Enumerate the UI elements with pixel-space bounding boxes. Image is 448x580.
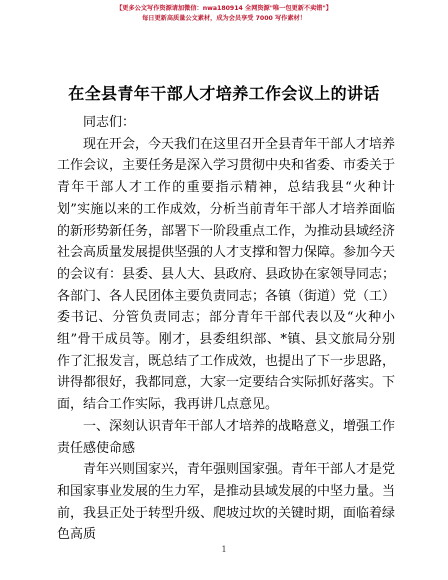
section-paragraph: 青年兴则国家兴，青年强则国家强。青年干部人才是党和国家事业发展的生力军，是推动县域发展的中坚力量。当前，我县正处于转型升级、爬坡过坎的关键时期，面临着绿色高质 — [57, 462, 396, 543]
greeting: 同志们： — [83, 115, 136, 130]
promo-banner-line-1: 【更多公文写作资源请加微信：nwa180914 全网资源"唯一包更新不卖错"】 — [116, 5, 332, 12]
document-title: 在全县青年干部人才培养工作会议上的讲话 — [68, 84, 380, 103]
document-body — [57, 112, 395, 546]
section-heading: 一、深刻认识青年干部人才培养的战略意义，增强工作责任感使命感 — [57, 418, 396, 456]
body-paragraph: 现在开会，今天我们在这里召开全县青年干部人才培养工作会议，主要任务是深入学习贯彻中央和省委、市委关于青年干部人才工作的重要指示精神，总结我县“火种计划”实施以来的工作成效，分析当前青年干部人才培养面临的新形势新任务，部署下一阶段重点工作，为推动县域经济社会高质量发展提供坚强的人才支撑和智力保障。参加今天的会议有：县委、县人大、县政府、县政协在家领导同志；各部门、各人民团体主要负责同志；各镇（街道）党（工）委书记、分管负责同志；部分青年干部代表以及“火种小组”骨干成员等。刚才，县委组织部、*镇、县文旅局分别作了汇报发言，既总结了工作成效，也提出了下一步思路，讲得都很好，我都同意，大家一定要结合实际抓好落实。下面，结合工作实际，我再讲几点意见。 — [57, 136, 396, 413]
page-number: 1 — [221, 545, 227, 554]
promo-banner — [0, 4, 448, 24]
promo-banner-line-2: 每日更新高质量公文素材，成为会员享受 7000 写作素材！ — [142, 15, 306, 22]
